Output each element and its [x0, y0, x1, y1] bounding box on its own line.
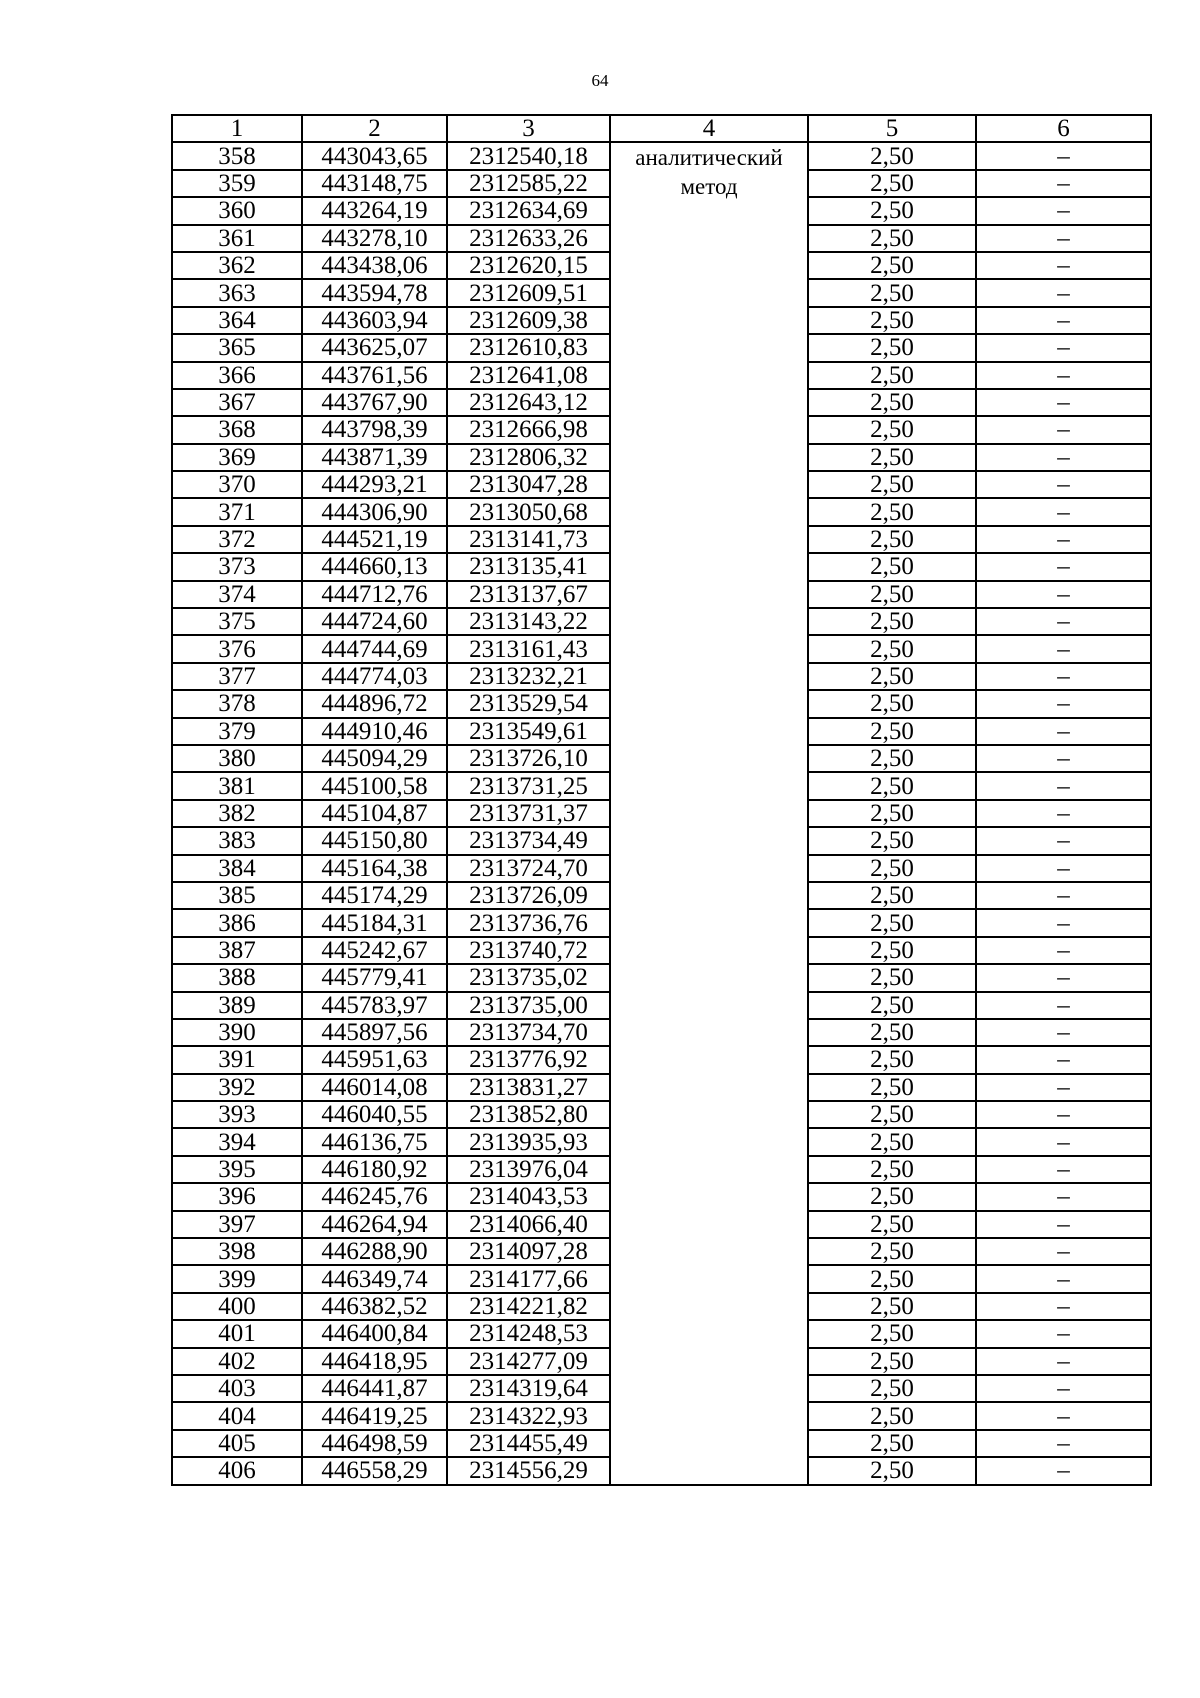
y-coordinate-cell: 2314097,28 — [447, 1238, 610, 1265]
accuracy-cell: 2,50 — [808, 1457, 976, 1484]
note-cell: – — [976, 772, 1151, 799]
x-coordinate-cell: 445150,80 — [302, 827, 447, 854]
note-cell: – — [976, 1293, 1151, 1320]
y-coordinate-cell: 2313731,37 — [447, 800, 610, 827]
point-number-cell: 392 — [172, 1074, 302, 1101]
y-coordinate-cell: 2313831,27 — [447, 1074, 610, 1101]
page-number: 64 — [591, 71, 609, 90]
x-coordinate-cell: 446264,94 — [302, 1211, 447, 1238]
note-cell: – — [976, 1101, 1151, 1128]
note-cell: – — [976, 170, 1151, 197]
x-coordinate-cell: 446498,59 — [302, 1430, 447, 1457]
point-number-cell: 398 — [172, 1238, 302, 1265]
y-coordinate-cell: 2313726,10 — [447, 745, 610, 772]
accuracy-cell: 2,50 — [808, 608, 976, 635]
y-coordinate-cell: 2313734,49 — [447, 827, 610, 854]
x-coordinate-cell: 443767,90 — [302, 389, 447, 416]
point-number-cell: 391 — [172, 1046, 302, 1073]
note-cell: – — [976, 909, 1151, 936]
note-cell: – — [976, 992, 1151, 1019]
accuracy-cell: 2,50 — [808, 690, 976, 717]
y-coordinate-cell: 2314043,53 — [447, 1183, 610, 1210]
point-number-cell: 373 — [172, 553, 302, 580]
point-number-cell: 363 — [172, 279, 302, 306]
x-coordinate-cell: 443798,39 — [302, 416, 447, 443]
note-cell: – — [976, 827, 1151, 854]
x-coordinate-cell: 445100,58 — [302, 772, 447, 799]
point-number-cell: 364 — [172, 307, 302, 334]
accuracy-cell: 2,50 — [808, 1430, 976, 1457]
note-cell: – — [976, 1183, 1151, 1210]
y-coordinate-cell: 2313852,80 — [447, 1101, 610, 1128]
x-coordinate-cell: 446418,95 — [302, 1348, 447, 1375]
accuracy-cell: 2,50 — [808, 334, 976, 361]
accuracy-cell: 2,50 — [808, 389, 976, 416]
accuracy-cell: 2,50 — [808, 1375, 976, 1402]
point-number-cell: 369 — [172, 444, 302, 471]
accuracy-cell: 2,50 — [808, 1046, 976, 1073]
method-text-line-2: метод — [680, 174, 738, 200]
point-number-cell: 371 — [172, 498, 302, 525]
x-coordinate-cell: 446441,87 — [302, 1375, 447, 1402]
note-cell: – — [976, 1238, 1151, 1265]
accuracy-cell: 2,50 — [808, 1402, 976, 1429]
x-coordinate-cell: 446288,90 — [302, 1238, 447, 1265]
point-number-cell: 387 — [172, 937, 302, 964]
note-cell: – — [976, 334, 1151, 361]
point-number-cell: 381 — [172, 772, 302, 799]
accuracy-cell: 2,50 — [808, 1156, 976, 1183]
x-coordinate-cell: 443264,19 — [302, 197, 447, 224]
coordinates-table — [171, 114, 1152, 1486]
point-number-cell: 372 — [172, 526, 302, 553]
x-coordinate-cell: 446419,25 — [302, 1402, 447, 1429]
x-coordinate-cell: 445779,41 — [302, 964, 447, 991]
x-coordinate-cell: 443043,65 — [302, 142, 447, 169]
note-cell: – — [976, 471, 1151, 498]
column-header-1: 1 — [172, 115, 302, 142]
y-coordinate-cell: 2313047,28 — [447, 471, 610, 498]
table-body — [172, 142, 1151, 1484]
point-number-cell: 383 — [172, 827, 302, 854]
point-number-cell: 366 — [172, 362, 302, 389]
accuracy-cell: 2,50 — [808, 307, 976, 334]
y-coordinate-cell: 2312610,83 — [447, 334, 610, 361]
note-cell: – — [976, 526, 1151, 553]
accuracy-cell: 2,50 — [808, 937, 976, 964]
x-coordinate-cell: 444896,72 — [302, 690, 447, 717]
point-number-cell: 386 — [172, 909, 302, 936]
note-cell: – — [976, 142, 1151, 169]
point-number-cell: 374 — [172, 581, 302, 608]
note-cell: – — [976, 279, 1151, 306]
y-coordinate-cell: 2314322,93 — [447, 1402, 610, 1429]
x-coordinate-cell: 444521,19 — [302, 526, 447, 553]
point-number-cell: 367 — [172, 389, 302, 416]
y-coordinate-cell: 2313135,41 — [447, 553, 610, 580]
point-number-cell: 394 — [172, 1128, 302, 1155]
accuracy-cell: 2,50 — [808, 1183, 976, 1210]
point-number-cell: 390 — [172, 1019, 302, 1046]
x-coordinate-cell: 446136,75 — [302, 1128, 447, 1155]
x-coordinate-cell: 444724,60 — [302, 608, 447, 635]
accuracy-cell: 2,50 — [808, 745, 976, 772]
x-coordinate-cell: 444774,03 — [302, 663, 447, 690]
note-cell: – — [976, 416, 1151, 443]
accuracy-cell: 2,50 — [808, 909, 976, 936]
note-cell: – — [976, 663, 1151, 690]
note-cell: – — [976, 1265, 1151, 1292]
y-coordinate-cell: 2313935,93 — [447, 1128, 610, 1155]
note-cell: – — [976, 1348, 1151, 1375]
point-number-cell: 379 — [172, 718, 302, 745]
point-number-cell: 393 — [172, 1101, 302, 1128]
accuracy-cell: 2,50 — [808, 827, 976, 854]
x-coordinate-cell: 443438,06 — [302, 252, 447, 279]
x-coordinate-cell: 446400,84 — [302, 1320, 447, 1347]
point-number-cell: 370 — [172, 471, 302, 498]
y-coordinate-cell: 2313735,02 — [447, 964, 610, 991]
x-coordinate-cell: 444910,46 — [302, 718, 447, 745]
point-number-cell: 385 — [172, 882, 302, 909]
accuracy-cell: 2,50 — [808, 225, 976, 252]
x-coordinate-cell: 443148,75 — [302, 170, 447, 197]
y-coordinate-cell: 2314455,49 — [447, 1430, 610, 1457]
accuracy-cell: 2,50 — [808, 581, 976, 608]
y-coordinate-cell: 2313529,54 — [447, 690, 610, 717]
accuracy-cell: 2,50 — [808, 992, 976, 1019]
point-number-cell: 365 — [172, 334, 302, 361]
accuracy-cell: 2,50 — [808, 882, 976, 909]
accuracy-cell: 2,50 — [808, 1320, 976, 1347]
note-cell: – — [976, 718, 1151, 745]
table-row — [172, 142, 1151, 169]
point-number-cell: 401 — [172, 1320, 302, 1347]
y-coordinate-cell: 2314319,64 — [447, 1375, 610, 1402]
y-coordinate-cell: 2312609,38 — [447, 307, 610, 334]
y-coordinate-cell: 2312666,98 — [447, 416, 610, 443]
y-coordinate-cell: 2312633,26 — [447, 225, 610, 252]
point-number-cell: 359 — [172, 170, 302, 197]
point-number-cell: 376 — [172, 635, 302, 662]
note-cell: – — [976, 225, 1151, 252]
note-cell: – — [976, 635, 1151, 662]
accuracy-cell: 2,50 — [808, 1211, 976, 1238]
note-cell: – — [976, 1128, 1151, 1155]
y-coordinate-cell: 2314066,40 — [447, 1211, 610, 1238]
note-cell: – — [976, 1019, 1151, 1046]
y-coordinate-cell: 2312806,32 — [447, 444, 610, 471]
method-cell — [610, 142, 808, 1484]
point-number-cell: 358 — [172, 142, 302, 169]
point-number-cell: 377 — [172, 663, 302, 690]
point-number-cell: 361 — [172, 225, 302, 252]
x-coordinate-cell: 444293,21 — [302, 471, 447, 498]
note-cell: – — [976, 362, 1151, 389]
x-coordinate-cell: 444306,90 — [302, 498, 447, 525]
accuracy-cell: 2,50 — [808, 197, 976, 224]
y-coordinate-cell: 2313050,68 — [447, 498, 610, 525]
point-number-cell: 362 — [172, 252, 302, 279]
accuracy-cell: 2,50 — [808, 1101, 976, 1128]
x-coordinate-cell: 445951,63 — [302, 1046, 447, 1073]
accuracy-cell: 2,50 — [808, 279, 976, 306]
x-coordinate-cell: 445783,97 — [302, 992, 447, 1019]
point-number-cell: 375 — [172, 608, 302, 635]
y-coordinate-cell: 2313724,70 — [447, 855, 610, 882]
note-cell: – — [976, 498, 1151, 525]
note-cell: – — [976, 855, 1151, 882]
note-cell: – — [976, 444, 1151, 471]
x-coordinate-cell: 446349,74 — [302, 1265, 447, 1292]
accuracy-cell: 2,50 — [808, 772, 976, 799]
y-coordinate-cell: 2313726,09 — [447, 882, 610, 909]
point-number-cell: 378 — [172, 690, 302, 717]
y-coordinate-cell: 2312585,22 — [447, 170, 610, 197]
x-coordinate-cell: 443871,39 — [302, 444, 447, 471]
point-number-cell: 403 — [172, 1375, 302, 1402]
y-coordinate-cell: 2312641,08 — [447, 362, 610, 389]
note-cell: – — [976, 1375, 1151, 1402]
y-coordinate-cell: 2312540,18 — [447, 142, 610, 169]
x-coordinate-cell: 443594,78 — [302, 279, 447, 306]
y-coordinate-cell: 2313143,22 — [447, 608, 610, 635]
accuracy-cell: 2,50 — [808, 142, 976, 169]
note-cell: – — [976, 581, 1151, 608]
y-coordinate-cell: 2313549,61 — [447, 718, 610, 745]
accuracy-cell: 2,50 — [808, 1019, 976, 1046]
note-cell: – — [976, 1320, 1151, 1347]
note-cell: – — [976, 937, 1151, 964]
x-coordinate-cell: 444660,13 — [302, 553, 447, 580]
point-number-cell: 382 — [172, 800, 302, 827]
y-coordinate-cell: 2314248,53 — [447, 1320, 610, 1347]
y-coordinate-cell: 2313736,76 — [447, 909, 610, 936]
x-coordinate-cell: 445164,38 — [302, 855, 447, 882]
accuracy-cell: 2,50 — [808, 1265, 976, 1292]
accuracy-cell: 2,50 — [808, 526, 976, 553]
y-coordinate-cell: 2313734,70 — [447, 1019, 610, 1046]
column-header-2: 2 — [302, 115, 447, 142]
header-row — [172, 115, 1151, 142]
note-cell: – — [976, 1074, 1151, 1101]
point-number-cell: 368 — [172, 416, 302, 443]
x-coordinate-cell: 443625,07 — [302, 334, 447, 361]
point-number-cell: 396 — [172, 1183, 302, 1210]
y-coordinate-cell: 2313141,73 — [447, 526, 610, 553]
note-cell: – — [976, 389, 1151, 416]
x-coordinate-cell: 445897,56 — [302, 1019, 447, 1046]
accuracy-cell: 2,50 — [808, 1238, 976, 1265]
accuracy-cell: 2,50 — [808, 553, 976, 580]
note-cell: – — [976, 252, 1151, 279]
x-coordinate-cell: 446014,08 — [302, 1074, 447, 1101]
y-coordinate-cell: 2313232,21 — [447, 663, 610, 690]
x-coordinate-cell: 445174,29 — [302, 882, 447, 909]
x-coordinate-cell: 445094,29 — [302, 745, 447, 772]
note-cell: – — [976, 690, 1151, 717]
point-number-cell: 397 — [172, 1211, 302, 1238]
accuracy-cell: 2,50 — [808, 635, 976, 662]
y-coordinate-cell: 2313776,92 — [447, 1046, 610, 1073]
y-coordinate-cell: 2314556,29 — [447, 1457, 610, 1484]
accuracy-cell: 2,50 — [808, 663, 976, 690]
accuracy-cell: 2,50 — [808, 1348, 976, 1375]
point-number-cell: 384 — [172, 855, 302, 882]
accuracy-cell: 2,50 — [808, 964, 976, 991]
accuracy-cell: 2,50 — [808, 416, 976, 443]
note-cell: – — [976, 307, 1151, 334]
y-coordinate-cell: 2313740,72 — [447, 937, 610, 964]
note-cell: – — [976, 608, 1151, 635]
point-number-cell: 404 — [172, 1402, 302, 1429]
y-coordinate-cell: 2314221,82 — [447, 1293, 610, 1320]
column-header-5: 5 — [808, 115, 976, 142]
y-coordinate-cell: 2313137,67 — [447, 581, 610, 608]
column-header-4: 4 — [610, 115, 808, 142]
point-number-cell: 399 — [172, 1265, 302, 1292]
point-number-cell: 360 — [172, 197, 302, 224]
x-coordinate-cell: 445104,87 — [302, 800, 447, 827]
point-number-cell: 406 — [172, 1457, 302, 1484]
y-coordinate-cell: 2313735,00 — [447, 992, 610, 1019]
note-cell: – — [976, 882, 1151, 909]
accuracy-cell: 2,50 — [808, 800, 976, 827]
x-coordinate-cell: 443761,56 — [302, 362, 447, 389]
y-coordinate-cell: 2313161,43 — [447, 635, 610, 662]
note-cell: – — [976, 800, 1151, 827]
column-header-3: 3 — [447, 115, 610, 142]
x-coordinate-cell: 446382,52 — [302, 1293, 447, 1320]
point-number-cell: 402 — [172, 1348, 302, 1375]
y-coordinate-cell: 2312634,69 — [447, 197, 610, 224]
column-header-6: 6 — [976, 115, 1151, 142]
point-number-cell: 400 — [172, 1293, 302, 1320]
x-coordinate-cell: 443603,94 — [302, 307, 447, 334]
y-coordinate-cell: 2314277,09 — [447, 1348, 610, 1375]
note-cell: – — [976, 1457, 1151, 1484]
y-coordinate-cell: 2313976,04 — [447, 1156, 610, 1183]
note-cell: – — [976, 553, 1151, 580]
x-coordinate-cell: 444712,76 — [302, 581, 447, 608]
x-coordinate-cell: 446558,29 — [302, 1457, 447, 1484]
accuracy-cell: 2,50 — [808, 1074, 976, 1101]
accuracy-cell: 2,50 — [808, 252, 976, 279]
y-coordinate-cell: 2313731,25 — [447, 772, 610, 799]
note-cell: – — [976, 1402, 1151, 1429]
note-cell: – — [976, 745, 1151, 772]
point-number-cell: 389 — [172, 992, 302, 1019]
x-coordinate-cell: 443278,10 — [302, 225, 447, 252]
note-cell: – — [976, 964, 1151, 991]
accuracy-cell: 2,50 — [808, 362, 976, 389]
point-number-cell: 405 — [172, 1430, 302, 1457]
x-coordinate-cell: 446180,92 — [302, 1156, 447, 1183]
note-cell: – — [976, 1211, 1151, 1238]
accuracy-cell: 2,50 — [808, 1293, 976, 1320]
note-cell: – — [976, 197, 1151, 224]
x-coordinate-cell: 446040,55 — [302, 1101, 447, 1128]
x-coordinate-cell: 444744,69 — [302, 635, 447, 662]
x-coordinate-cell: 446245,76 — [302, 1183, 447, 1210]
point-number-cell: 388 — [172, 964, 302, 991]
x-coordinate-cell: 445184,31 — [302, 909, 447, 936]
accuracy-cell: 2,50 — [808, 444, 976, 471]
y-coordinate-cell: 2314177,66 — [447, 1265, 610, 1292]
y-coordinate-cell: 2312643,12 — [447, 389, 610, 416]
accuracy-cell: 2,50 — [808, 1128, 976, 1155]
accuracy-cell: 2,50 — [808, 170, 976, 197]
accuracy-cell: 2,50 — [808, 718, 976, 745]
accuracy-cell: 2,50 — [808, 498, 976, 525]
point-number-cell: 380 — [172, 745, 302, 772]
point-number-cell: 395 — [172, 1156, 302, 1183]
y-coordinate-cell: 2312620,15 — [447, 252, 610, 279]
y-coordinate-cell: 2312609,51 — [447, 279, 610, 306]
note-cell: – — [976, 1046, 1151, 1073]
method-text-line-1: аналитический — [635, 145, 783, 171]
accuracy-cell: 2,50 — [808, 855, 976, 882]
x-coordinate-cell: 445242,67 — [302, 937, 447, 964]
note-cell: – — [976, 1430, 1151, 1457]
note-cell: – — [976, 1156, 1151, 1183]
accuracy-cell: 2,50 — [808, 471, 976, 498]
